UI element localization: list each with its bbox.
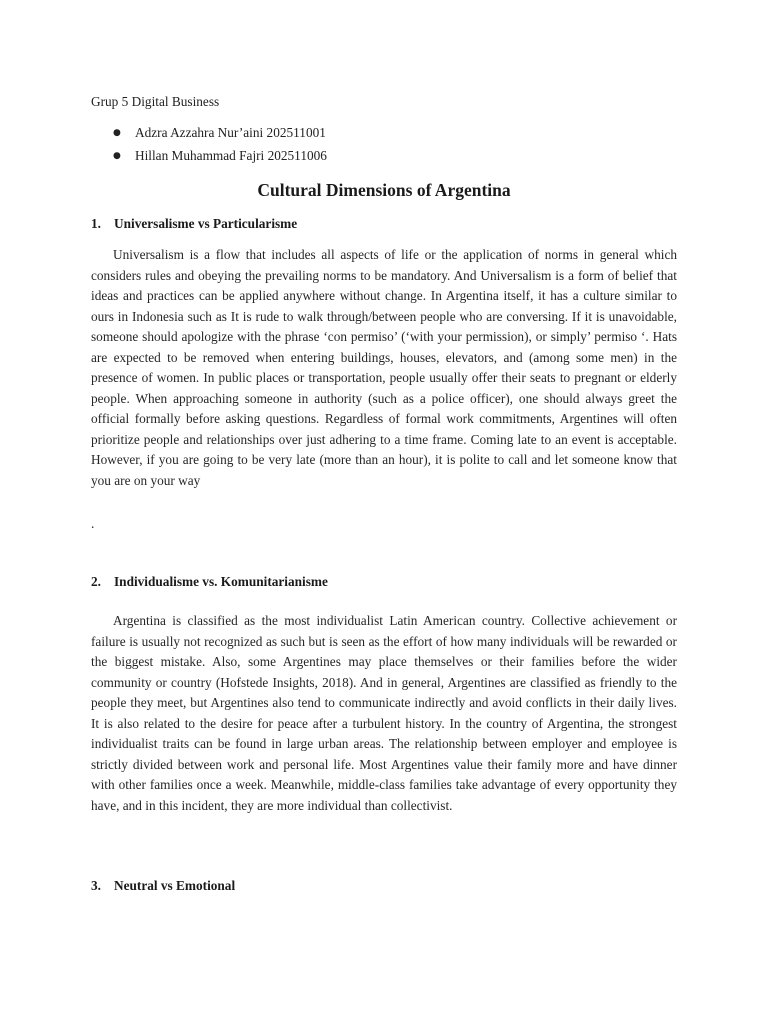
section-heading-text: Neutral vs Emotional	[114, 878, 236, 893]
list-item	[91, 124, 591, 147]
stray-period: .	[91, 516, 95, 531]
member-list	[91, 124, 591, 170]
section-number: 3.	[91, 878, 101, 893]
member-name: Adzra Azzahra Nur’aini 202511001	[135, 125, 326, 140]
page-title: Cultural Dimensions of Argentina	[257, 180, 511, 200]
member-name: Hillan Muhammad Fajri 202511006	[135, 148, 327, 163]
section-heading-text: Individualisme vs. Komunitarianisme	[114, 574, 328, 589]
list-item	[91, 147, 591, 170]
bullet-icon: ●	[113, 128, 121, 138]
section-heading-1	[91, 216, 298, 232]
section-heading-2	[91, 574, 328, 590]
section-number: 2.	[91, 574, 101, 589]
bullet-icon: ●	[113, 151, 121, 161]
section-body-2: Argentina is classified as the most individualist Latin American country. Collective achievement or failure is usually not recognized as such but is seen as the effort of how many individuals will be rewarded or the biggest mistake. Also, some Argentines may place themselves or their families before the wider community or country (Hofstede Insights, 2018). And in general, Argentines are classified as friendly to the people they meet, but Argentines also tend to communicate indirectly and avoid conflicts in their daily lives. It is also related to the desire for peace after a turbulent history. In the country of Argentina, the strongest individualist traits can be found in large urban areas. The relationship between employer and employee is strictly divided between work and personal life. Most Argentines value their family more and have dinner with other families once a week. Meanwhile, middle-class families take advantage of every opportunity they have, and in this incident, they are more individual than collectivist.	[91, 613, 677, 813]
group-title: Grup 5 Digital Business	[91, 94, 220, 109]
section-body-1: Universalism is a flow that includes all aspects of life or the application of norms in general which considers rules and obeying the prevailing norms to be mandatory. And Universalism is a form of belief that ideas and practices can be applied anywhere without change. In Argentina itself, it has a culture similar to ours in Indonesia such as It is rude to walk through/between people who are conversing. If it is unavoidable, someone should apologize with the phrase ‘con permiso’ (‘with your permission), or simply’ permiso ‘. Hats are expected to be removed when entering buildings, houses, elevators, and (among some men) in the presence of women. In public places or transportation, people usually offer their seats to pregnant or elderly people. When approaching someone in authority (such as a police officer), one should always greet the official formally before asking questions. Regardless of formal work commitments, Argentines will often prioritize people and relationships over just adhering to a time frame. Coming late to an event is acceptable. However, if you are going to be very late (more than an hour), it is polite to call and let someone know that you are on your way	[91, 247, 677, 488]
section-heading-3	[91, 878, 236, 894]
section-heading-text: Universalisme vs Particularisme	[114, 216, 298, 231]
section-number: 1.	[91, 216, 101, 231]
